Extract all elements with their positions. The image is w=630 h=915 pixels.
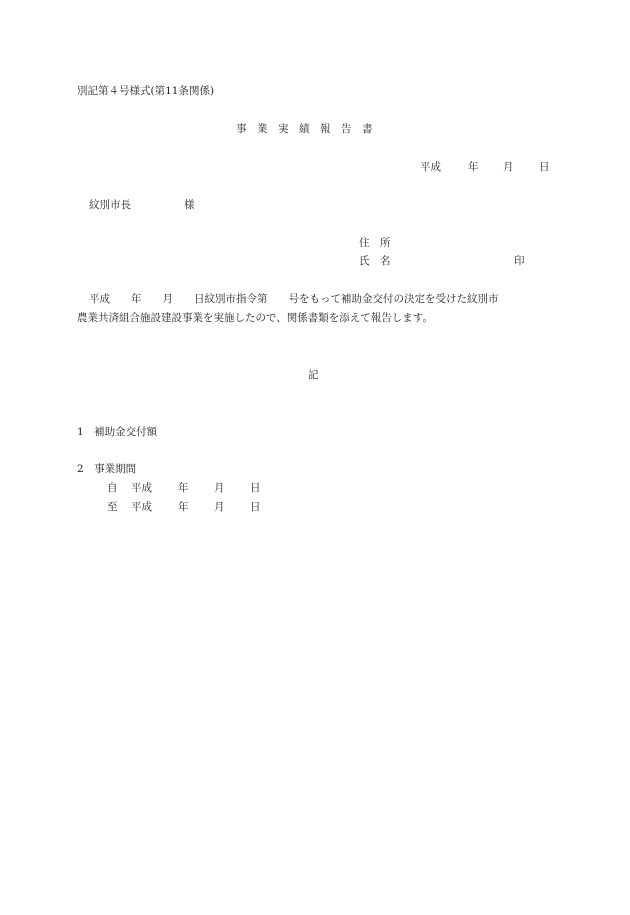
addressee-name: 紋別市長 [89, 199, 131, 211]
address-label: 住 所 [359, 237, 391, 249]
body-line-1: 平成 年 月 日紋別市指令第 号をもって補助金交付の決定を受けた紋別市 [89, 293, 499, 305]
period-to-era: 平成 [131, 501, 152, 513]
name-label: 氏 名 [359, 255, 391, 267]
period-from-day: 日 [250, 482, 261, 494]
period-to-month: 月 [214, 501, 225, 513]
form-label: 別記第４号様式(第11条関係) [77, 85, 215, 97]
addressee-honorific: 様 [184, 199, 195, 211]
date-year: 年 [468, 161, 479, 173]
ki-heading: 記 [308, 369, 319, 381]
date-day: 日 [539, 161, 550, 173]
date-era: 平成 [420, 161, 441, 173]
period-from-era: 平成 [131, 482, 152, 494]
item-subsidy-amount: 1 補助金交付額 [77, 426, 158, 438]
date-month: 月 [503, 161, 514, 173]
period-to-day: 日 [250, 501, 261, 513]
period-to-year: 年 [178, 501, 189, 513]
body-line-2: 農業共済組合施設建設事業を実施したので、関係書類を添えて報告します。 [77, 312, 433, 324]
period-to-label: 至 [107, 501, 118, 513]
item-project-period: 2 事業期間 [77, 463, 137, 475]
period-from-year: 年 [178, 482, 189, 494]
document-title: 事 業 実 績 報 告 書 [236, 123, 373, 135]
seal-mark: 印 [514, 255, 525, 267]
period-from-month: 月 [214, 482, 225, 494]
period-from-label: 自 [107, 482, 118, 494]
